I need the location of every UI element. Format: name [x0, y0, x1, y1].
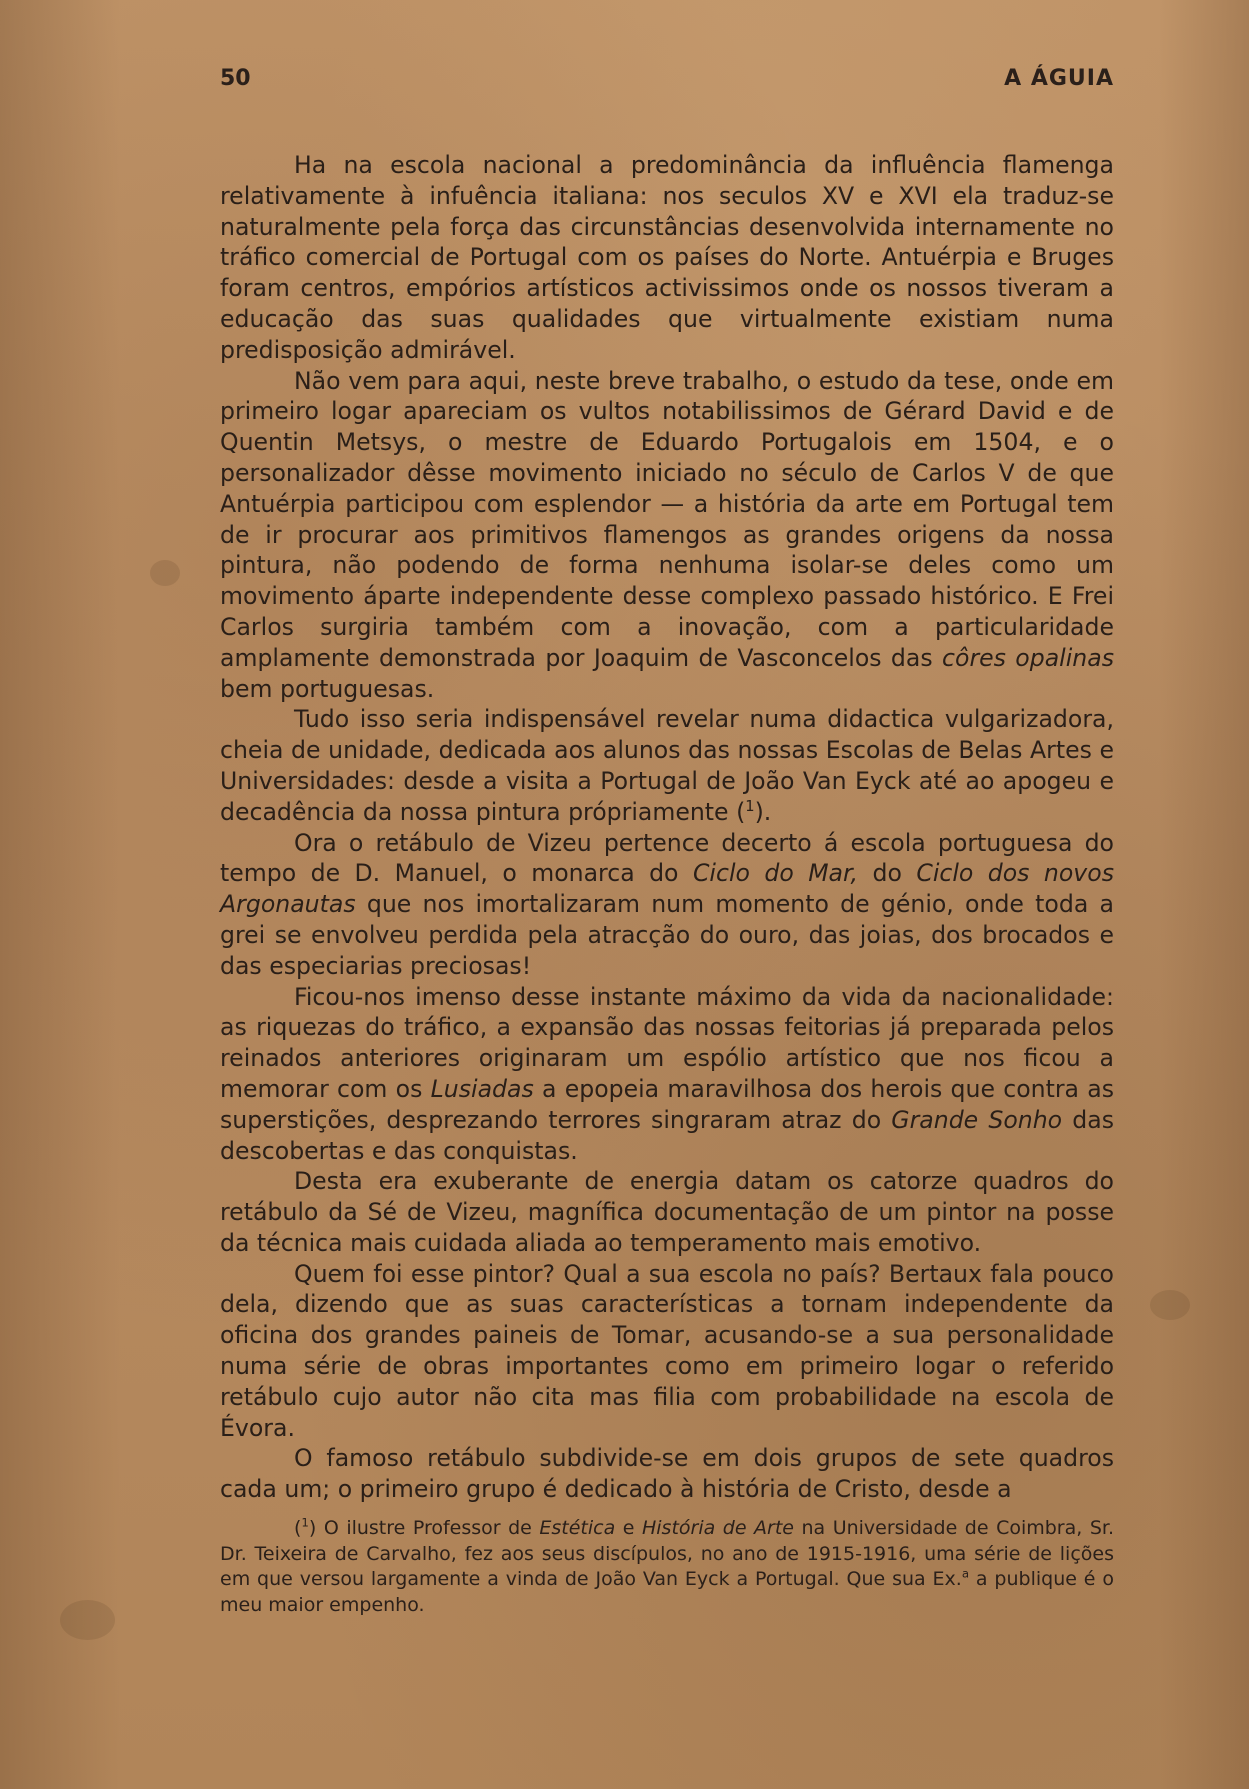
text-run: do — [858, 859, 917, 888]
footnote — [220, 1516, 1114, 1618]
paper-stain — [150, 560, 180, 586]
paragraph — [220, 150, 1114, 366]
paragraph — [220, 1443, 1114, 1505]
body-text — [220, 150, 1114, 1505]
paragraph — [220, 366, 1114, 705]
text-run: Ha na escola nacional a predominância da influência flamenga relativamente à infuência italiana: nos seculos XV e XVI ela traduz-se naturalmente pela força das circunstâncias desenvolvida internamente no tráfico comercial de Portugal com os países do Norte. Antuérpia e Bruges foram centros, empórios artísticos activissimos onde os nossos tiveram a educação das suas qualidades que virtualmente existiam numa predisposição admirável. — [220, 151, 1114, 364]
text-run: a publique é o meu maior empenho. — [220, 1568, 1114, 1616]
text-run: bem portuguesas. — [220, 674, 435, 703]
running-head — [220, 66, 1114, 96]
italic-text: Ciclo dos novos Argonautas — [220, 859, 1114, 919]
italic-text: História de Arte — [641, 1517, 794, 1539]
text-run: que nos imortalizaram num momento de génio, onde toda a grei se envolveu perdida pela atracção do ouro, das joias, dos brocados e das especiarias preciosas! — [220, 890, 1114, 980]
text-run: ) O ilustre Professor de — [308, 1517, 540, 1539]
footnote-marker: a — [961, 1566, 970, 1581]
text-run: Não vem para aqui, neste breve trabalho, o estudo da tese, onde em primeiro logar apareciam os vultos notabilissimos de Gérard David e de Quentin Metsys, o mestre de Eduardo Portugalois em 1504, e o personalizador dêsse movimento iniciado no século de Carlos V de que Antuérpia participou com esplendor — a história da arte em Portugal tem de ir procurar aos primitivos flamengos as grandes origens da nossa pintura, não podendo de forma nenhuma isolar-se deles como um movimento áparte independente desse complexo passado histórico. E Frei Carlos surgiria também com a inovação, com a particularidade amplamente demonstrada por Joaquim de Vasconcelos das — [220, 366, 1114, 672]
text-run: Desta era exuberante de energia datam os catorze quadros do retábulo da Sé de Vizeu, magnífica documentação de um pintor na posse da técnica mais cuidada aliada ao temperamento mais emotivo. — [220, 1167, 1114, 1257]
text-run: ( — [294, 1517, 302, 1539]
text-run: Quem foi esse pintor? Qual a sua escola no país? Bertaux fala pouco dela, dizendo que as suas características a tornam independente da oficina dos grandes paineis de Tomar, acusando-se a sua personalidade numa série de obras importantes como em primeiro logar o referido retábulo cujo autor não cita mas filia com probabilidade na escola de Évora. — [220, 1259, 1114, 1442]
paper-edge-shadow-left — [0, 0, 120, 1789]
text-run: na Universidade de Coimbra, Sr. Dr. Teixeira de Carvalho, fez aos seus discípulos, no ano de 1915-1916, uma série de lições em que versou largamente a vinda de João Van Eyck a Portugal. Que sua Ex. — [220, 1517, 1114, 1590]
italic-text: Lusiadas — [430, 1074, 534, 1103]
page-number: 50 — [220, 66, 251, 91]
footnote-marker: 1 — [745, 797, 755, 815]
paper-stain — [60, 1600, 115, 1640]
italic-text: Estética — [539, 1517, 616, 1539]
paragraph — [220, 828, 1114, 982]
text-run: Tudo isso seria indispensável revelar numa didactica vulgarizadora, cheia de unidade, dedicada aos alunos das nossas Escolas de Belas Artes e Universidades: desde a visita a Portugal de João Van Eyck até ao apogeu e decadência da nossa pintura própriamente ( — [220, 705, 1114, 826]
paragraph — [220, 1166, 1114, 1258]
text-run: das descobertas e das conquistas. — [220, 1105, 1114, 1165]
italic-text: Grande Sonho — [891, 1105, 1063, 1134]
text-run: O famoso retábulo subdivide-se em dois grupos de sete quadros cada um; o primeiro grupo é dedicado à história de Cristo, desde a — [220, 1444, 1114, 1504]
italic-text: côres opalinas — [942, 643, 1114, 672]
text-run: a epopeia maravilhosa dos herois que contra as superstições, desprezando terrores singraram atraz do — [220, 1074, 1114, 1134]
italic-text: Ciclo do Mar, — [692, 859, 859, 888]
paragraph — [220, 1259, 1114, 1444]
text-run: e — [615, 1517, 642, 1539]
paragraph — [220, 704, 1114, 827]
paper-edge-shadow-right — [1159, 0, 1249, 1789]
paragraph — [220, 982, 1114, 1167]
footnote-marker: 1 — [301, 1515, 309, 1530]
text-run: Ficou-nos imenso desse instante máximo da vida da nacionalidade: as riquezas do tráfico, a expansão das nossas feitorias já preparada pelos reinados anteriores originaram um espólio artístico que nos ficou a memorar com os — [220, 982, 1114, 1103]
footnote-paragraph — [220, 1516, 1114, 1618]
paper-stain — [1150, 1290, 1190, 1320]
text-run: Ora o retábulo de Vizeu pertence decerto á escola portuguesa do tempo de D. Manuel, o monarca do — [220, 828, 1114, 888]
text-run: ). — [754, 797, 772, 826]
journal-title: A ÁGUIA — [1004, 66, 1114, 91]
